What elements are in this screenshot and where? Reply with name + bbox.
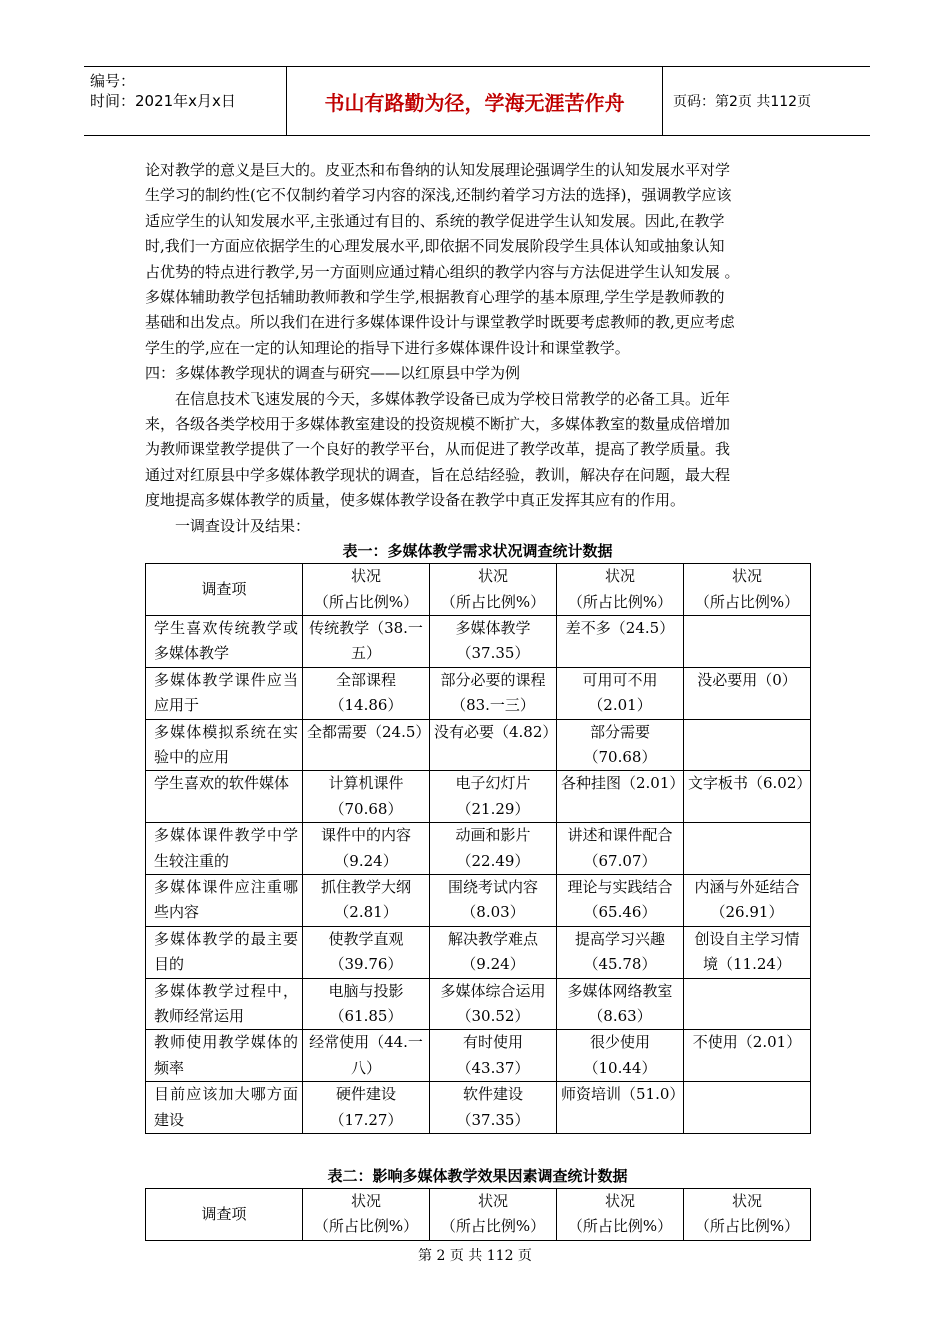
survey-value-cell: 围绕考试内容（8.03）	[430, 874, 557, 926]
header-status-text: 状况 （所占比例%）	[694, 1192, 800, 1236]
text-line: 生学习的制约性(它不仅制约着学习内容的深浅,还制约着学习方法的选择)，强调教学应该	[145, 186, 732, 205]
text-line: 学生的学,应在一定的认知理论的指导下进行多媒体课件设计和课堂教学。	[145, 338, 630, 357]
table1	[145, 563, 811, 1134]
survey-value-cell: 使教学直观（39.76）	[303, 926, 430, 978]
header-status	[684, 1189, 811, 1241]
survey-item-cell: 教师使用教学媒体的频率	[146, 1030, 303, 1082]
page-header	[84, 66, 870, 136]
header-meta	[84, 67, 287, 135]
header-status-text: 状况 （所占比例%）	[567, 1192, 673, 1236]
table-row	[146, 823, 811, 875]
header-status	[430, 1189, 557, 1241]
survey-value-cell: 创设自主学习情境（11.24）	[684, 926, 811, 978]
header-status-text: 状况 （所占比例%）	[440, 1192, 546, 1236]
section-heading: 四：多媒体教学现状的调查与研究——以红原县中学为例	[145, 364, 521, 383]
survey-value-cell: 硬件建设（17.27）	[303, 1082, 430, 1134]
survey-item-cell: 目前应该加大哪方面建设	[146, 1082, 303, 1134]
header-status-text: 状况 （所占比例%）	[313, 1192, 419, 1236]
survey-value-cell	[684, 719, 811, 771]
survey-item-cell: 学生喜欢传统教学或多媒体教学	[146, 615, 303, 667]
header-status-text: 状况 （所占比例%）	[440, 567, 546, 611]
header-status-text: 状况 （所占比例%）	[694, 567, 800, 611]
header-item: 调查项	[146, 1189, 303, 1241]
survey-value-cell: 讲述和课件配合（67.07）	[557, 823, 684, 875]
text-line: 占优势的特点进行教学,另一方面则应通过精心组织的教学内容与方法促进学生认知发展 。	[145, 262, 740, 281]
survey-value-cell	[684, 1082, 811, 1134]
survey-value-cell: 理论与实践结合（65.46）	[557, 874, 684, 926]
table1-body	[146, 615, 811, 1133]
date-label: 时间：2021年x月x日	[90, 92, 236, 110]
survey-value-cell: 多媒体综合运用（30.52）	[430, 978, 557, 1030]
page-footer: 第 2 页 共 112 页	[418, 1248, 532, 1264]
paragraph-2	[145, 387, 810, 514]
table1-caption: 表一：多媒体教学需求状况调查统计数据	[342, 542, 613, 561]
survey-item-cell: 多媒体课件应注重哪些内容	[146, 874, 303, 926]
survey-value-cell: 各种挂图（2.01）	[557, 771, 684, 823]
text-line: 来，各级各类学校用于多媒体教室建设的投资规模不断扩大，多媒体教室的数量成倍增加	[145, 415, 731, 434]
table-row	[146, 874, 811, 926]
text-line: 通过对红原县中学多媒体教学现状的调查，旨在总结经验，教训，解决存在问题，最大程	[145, 465, 731, 484]
table-row	[146, 1030, 811, 1082]
survey-value-cell: 没必要用（0）	[684, 667, 811, 719]
survey-item-cell: 多媒体教学过程中，教师经常运用	[146, 978, 303, 1030]
survey-value-cell: 差不多（24.5）	[557, 615, 684, 667]
survey-value-cell: 解决教学难点（9.24）	[430, 926, 557, 978]
survey-value-cell	[684, 978, 811, 1030]
paragraph-1	[145, 158, 810, 387]
survey-value-cell: 可用可不用（2.01）	[557, 667, 684, 719]
text-line: 论对教学的意义是巨大的。皮亚杰和布鲁纳的认知发展理论强调学生的认知发展水平对学	[145, 161, 731, 179]
header-status-text: 状况 （所占比例%）	[567, 567, 673, 611]
text-line: 度地提高多媒体教学的质量，使多媒体教学设备在教学中真正发挥其应有的作用。	[145, 491, 686, 510]
survey-value-cell: 动画和影片（22.49）	[430, 823, 557, 875]
document-body	[145, 158, 810, 1241]
survey-value-cell: 不使用（2.01）	[684, 1030, 811, 1082]
header-status	[303, 1189, 430, 1241]
survey-value-cell	[684, 823, 811, 875]
text-line: 多媒体辅助教学包括辅助教师教和学生学,根据教育心理学的基本原理,学生学是教师教的	[145, 288, 725, 307]
table2	[145, 1188, 811, 1241]
survey-item-cell: 多媒体模拟系统在实验中的应用	[146, 719, 303, 771]
table-row	[146, 719, 811, 771]
survey-value-cell: 部分需要（70.68）	[557, 719, 684, 771]
survey-item-cell: 学生喜欢的软件媒体	[146, 771, 303, 823]
survey-item-cell: 多媒体课件教学中学生较注重的	[146, 823, 303, 875]
survey-value-cell: 传统教学（38.一五）	[303, 615, 430, 667]
survey-value-cell: 课件中的内容（9.24）	[303, 823, 430, 875]
table-row	[146, 978, 811, 1030]
header-item: 调查项	[146, 564, 303, 616]
table-row	[146, 667, 811, 719]
survey-value-cell: 有时使用（43.37）	[430, 1030, 557, 1082]
header-motto: 书山有路勤为径，学海无涯苦作舟	[287, 67, 663, 135]
text-line: 适应学生的认知发展水平,主张通过有目的、系统的教学促进学生认知发展。因此,在教学	[145, 211, 725, 230]
survey-value-cell: 软件建设（37.35）	[430, 1082, 557, 1134]
table-row	[146, 771, 811, 823]
survey-value-cell: 多媒体教学（37.35）	[430, 615, 557, 667]
survey-item-cell: 多媒体教学课件应当应用于	[146, 667, 303, 719]
survey-section-label: 一调查设计及结果：	[175, 516, 311, 535]
survey-value-cell: 很少使用（10.44）	[557, 1030, 684, 1082]
survey-value-cell: 文字板书（6.02）	[684, 771, 811, 823]
header-status	[303, 564, 430, 616]
survey-item-cell: 多媒体教学的最主要目的	[146, 926, 303, 978]
header-status-text: 状况 （所占比例%）	[313, 567, 419, 611]
text-line: 为教师课堂教学提供了一个良好的教学平台，从而促进了教学改革，提高了教学质量。我	[145, 440, 731, 459]
table2-caption: 表二：影响多媒体教学效果因素调查统计数据	[327, 1167, 628, 1186]
text-line: 基础和出发点。所以我们在进行多媒体课件设计与课堂教学时既要考虑教师的教,更应考虑	[145, 313, 735, 332]
survey-value-cell: 多媒体网络教室（8.63）	[557, 978, 684, 1030]
survey-value-cell: 电子幻灯片（21.29）	[430, 771, 557, 823]
survey-value-cell: 计算机课件（70.68）	[303, 771, 430, 823]
survey-value-cell: 没有必要（4.82）	[430, 719, 557, 771]
header-status	[557, 1189, 684, 1241]
survey-value-cell: 师资培训（51.0）	[557, 1082, 684, 1134]
survey-value-cell: 内涵与外延结合（26.91）	[684, 874, 811, 926]
header-page-info: 页码：第2页 共112页	[673, 94, 812, 110]
survey-value-cell: 电脑与投影（61.85）	[303, 978, 430, 1030]
code-label: 编号：	[90, 72, 136, 90]
survey-value-cell: 抓住教学大纲（2.81）	[303, 874, 430, 926]
table-row	[146, 615, 811, 667]
header-status	[557, 564, 684, 616]
table-row	[146, 926, 811, 978]
survey-value-cell: 全都需要（24.5）	[303, 719, 430, 771]
header-status	[684, 564, 811, 616]
table-header-row	[146, 564, 811, 616]
table-header-row	[146, 1189, 811, 1241]
header-status	[430, 564, 557, 616]
text-line: 时,我们一方面应依据学生的心理发展水平,即依据不同发展阶段学生具体认知或抽象认知	[145, 237, 725, 256]
table-row	[146, 1082, 811, 1134]
survey-value-cell	[684, 615, 811, 667]
survey-value-cell: 部分必要的课程（83.一三）	[430, 667, 557, 719]
survey-value-cell: 提高学习兴趣（45.78）	[557, 926, 684, 978]
text-line: 在信息技术飞速发展的今天，多媒体教学设备已成为学校日常教学的必备工具。近年	[175, 389, 731, 408]
survey-value-cell: 全部课程（14.86）	[303, 667, 430, 719]
survey-value-cell: 经常使用（44.一八）	[303, 1030, 430, 1082]
